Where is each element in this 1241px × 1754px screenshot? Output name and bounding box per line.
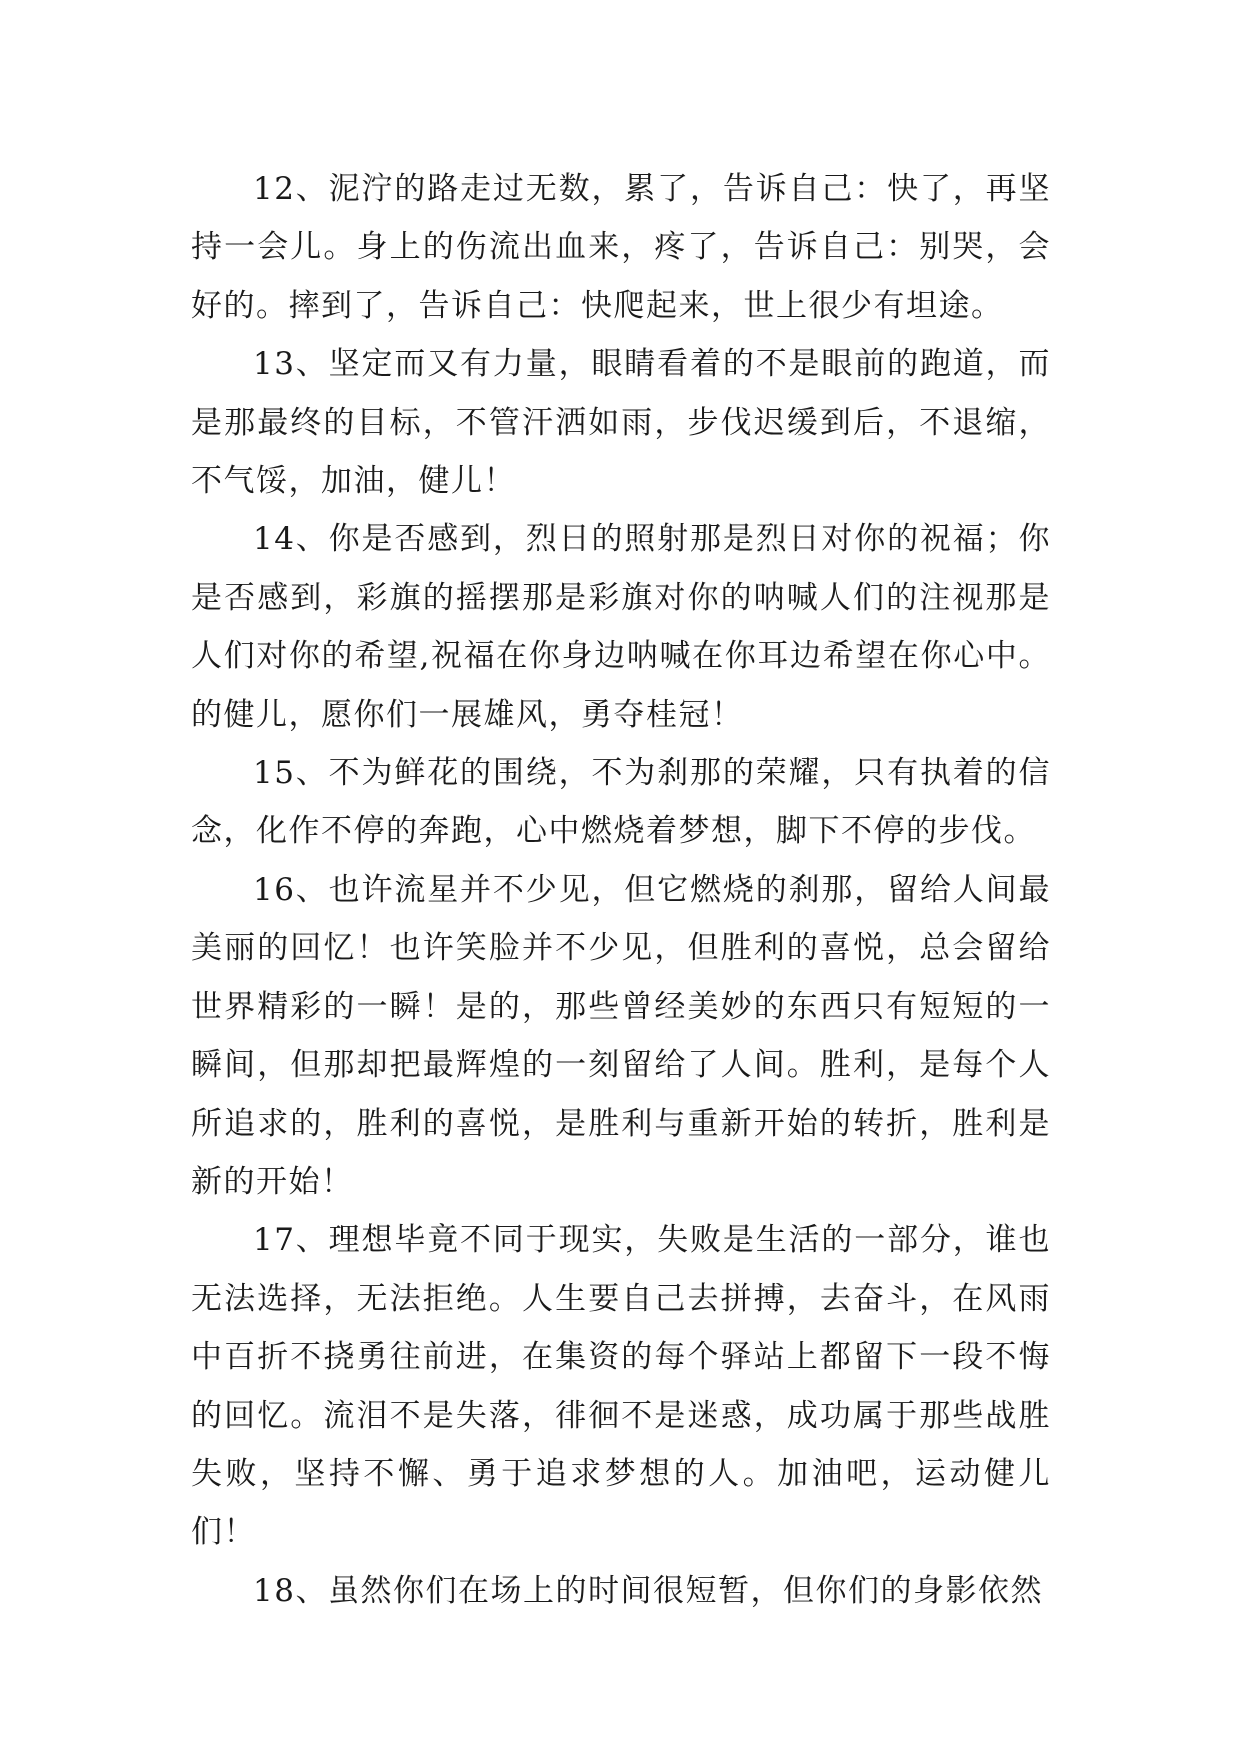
paragraph-16: 16、也许流星并不少见，但它燃烧的刹那，留给人间最美丽的回忆！也许笑脸并不少见，但胜利的喜悦，总会留给世界精彩的一瞬！是的，那些曾经美妙的东西只有短短的一瞬间，但那却把最辉煌的一刻留给了人间。胜利，是每个人所追求的，胜利的喜悦，是胜利与重新开始的转折，胜利是新的开始！: [191, 871, 1051, 1200]
paragraph-13: 13、坚定而又有力量，眼睛看着的不是眼前的跑道，而是那最终的目标，不管汗洒如雨，步伐迟缓到后，不退缩，不气馁，加油，健儿！: [191, 346, 1051, 500]
document-page: [191, 160, 1051, 1620]
paragraph-17: 17、理想毕竟不同于现实，失败是生活的一部分，谁也无法选择，无法拒绝。人生要自己去拼搏，去奋斗，在风雨中百折不挠勇往前进，在集资的每个驿站上都留下一段不悔的回忆。流泪不是失落，徘徊不是迷惑，成功属于那些战胜失败，坚持不懈、勇于追求梦想的人。加油吧，运动健儿们！: [191, 1222, 1051, 1551]
paragraph-15: 15、不为鲜花的围绕，不为刹那的荣耀，只有执着的信念，化作不停的奔跑，心中燃烧着梦想，脚下不停的步伐。: [191, 755, 1051, 850]
paragraph-18: 18、虽然你们在场上的时间很短暂，但你们的身影依然: [253, 1572, 1043, 1609]
paragraph-12: 12、泥泞的路走过无数，累了，告诉自己：快了，再坚持一会儿。身上的伤流出血来，疼了，告诉自己：别哭，会好的。摔到了，告诉自己：快爬起来，世上很少有坦途。: [191, 171, 1051, 324]
paragraph-14: 14、你是否感到，烈日的照射那是烈日对你的祝福；你是否感到，彩旗的摇摆那是彩旗对你的呐喊人们的注视那是人们对你的希望,祝福在你身边呐喊在你耳边希望在你心中。的健儿，愿你们一展雄风，勇夺桂冠！: [191, 521, 1051, 733]
